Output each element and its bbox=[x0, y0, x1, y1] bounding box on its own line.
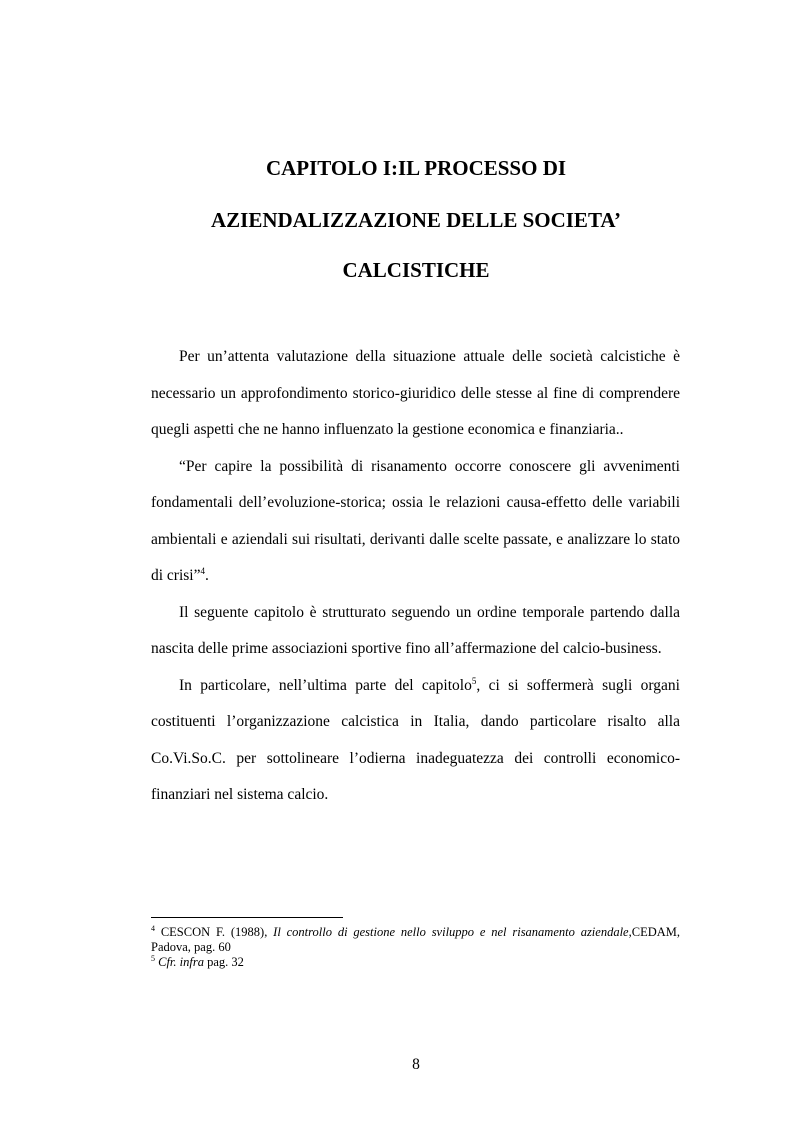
footnote-5-tail: pag. 32 bbox=[203, 955, 244, 969]
chapter-title-line-1: CAPITOLO I:IL PROCESSO DI bbox=[265, 156, 567, 180]
paragraph-2 bbox=[151, 449, 680, 595]
paragraph-1: Per un’attenta valutazione della situazione attuale delle società calcistiche è necessario un approfondimento storico-giuridico delle stesse al fine di comprendere quegli aspetti che ne hanno influenzato la gestione economica e finanziaria.. bbox=[151, 348, 680, 438]
footnote-4-lead: CESCON F. (1988), bbox=[155, 925, 274, 939]
footnote-5-italic: Cfr. infra bbox=[155, 955, 204, 969]
paragraph-2-end: . bbox=[205, 567, 209, 584]
chapter-title-line-2: AZIENDALIZZAZIONE DELLE SOCIETA’ bbox=[211, 208, 621, 232]
footnote-4-italic-title: Il controllo di gestione nello sviluppo e nel risanamento aziendale bbox=[273, 925, 629, 939]
page-number: 8 bbox=[412, 1056, 420, 1073]
paragraph-4-after: , ci si soffermerà sugli organi costituenti l’organizzazione calcistica in Italia, dando particolare risalto alla Co.Vi.So.C. per sottolineare l’odierna inadeguatezza dei controlli economico-finanziari nel sistema calcio. bbox=[151, 676, 680, 803]
paragraph-3: Il seguente capitolo è strutturato seguendo un ordine temporale partendo dalla nascita delle prime associazioni sportive fino all’affermazione del calcio-business. bbox=[151, 603, 680, 657]
footnote-ref-5[interactable]: 5 bbox=[471, 675, 477, 686]
footnote-5 bbox=[151, 955, 680, 970]
footnote-4-tail: ,CEDAM, Padova, pag. 60 bbox=[151, 925, 681, 954]
footnote-4 bbox=[151, 925, 680, 955]
chapter-title-line-3: CALCISTICHE bbox=[342, 258, 490, 282]
footnote-5-marker: 5 bbox=[151, 953, 155, 963]
body-text bbox=[151, 339, 680, 814]
footnote-separator bbox=[151, 917, 343, 918]
paragraph-4-before: In particolare, nell’ultima parte del capitolo bbox=[179, 676, 472, 694]
footnotes bbox=[151, 925, 680, 970]
footnote-4-marker: 4 bbox=[151, 923, 155, 933]
footnote-ref-4[interactable]: 4 bbox=[200, 565, 205, 576]
paragraph-4 bbox=[151, 668, 680, 814]
paragraph-2-text: “Per capire la possibilità di risanamento occorre conoscere gli avvenimenti fondamentali dell’evoluzione-storica; ossia le relazioni causa-effetto delle variabili ambientali e aziendali sui risultati, derivanti dalle scelte passate, e analizzare lo stato di crisi” bbox=[151, 457, 680, 584]
